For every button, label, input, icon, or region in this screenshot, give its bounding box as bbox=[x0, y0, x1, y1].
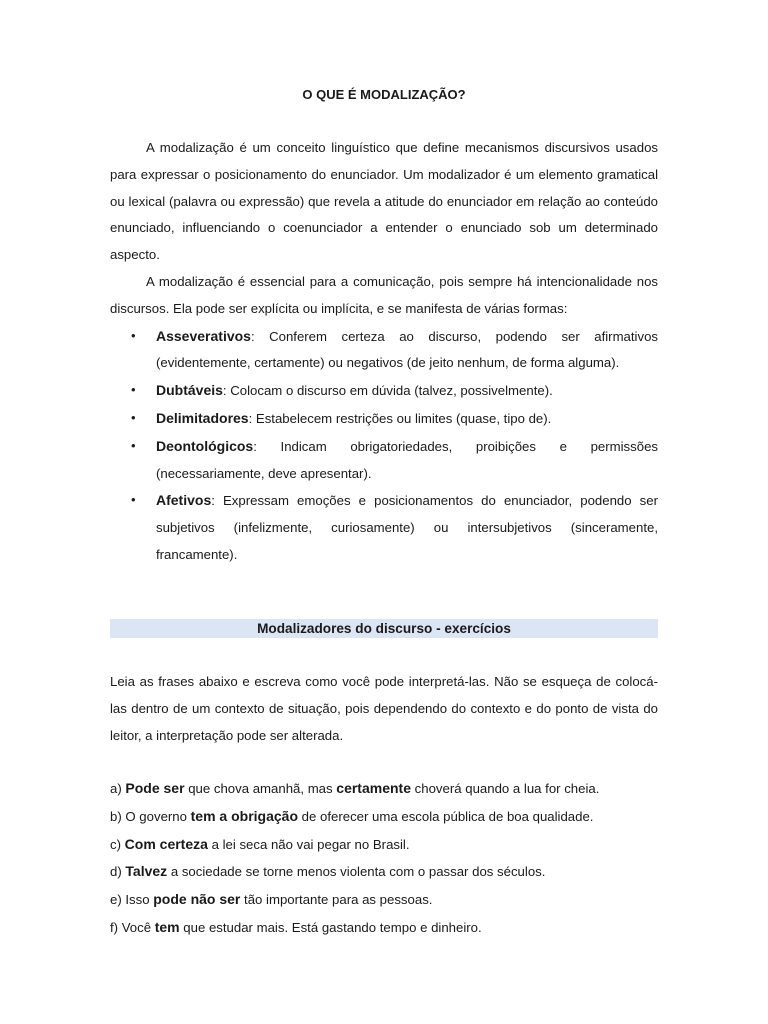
list-item bbox=[110, 323, 658, 378]
type-description: : Conferem certeza ao discurso, podendo ser afirmativos (evidentemente, certamente) ou negativos (de jeito nenhum, de forma alguma). bbox=[156, 328, 658, 371]
exercise-text: que estudar mais. Está gastando tempo e dinheiro. bbox=[179, 919, 482, 935]
section-heading: Modalizadores do discurso - exercícios bbox=[110, 619, 658, 638]
modalizer-types-list bbox=[110, 323, 658, 569]
bullet-icon: • bbox=[131, 382, 136, 398]
type-description: : Expressam emoções e posicionamentos do enunciador, podendo ser subjetivos (infelizmente, curiosamente) ou intersubjetivos (sinceramente, francamente). bbox=[156, 493, 658, 562]
modalizer-highlight: certamente bbox=[336, 780, 411, 796]
list-item bbox=[110, 487, 658, 568]
exercise-text: c) bbox=[110, 836, 125, 852]
list-item bbox=[110, 433, 658, 488]
bullet-icon: • bbox=[131, 327, 136, 343]
type-description: : Colocam o discurso em dúvida (talvez, possivelmente). bbox=[222, 383, 553, 399]
bullet-icon: • bbox=[131, 492, 136, 508]
exercise-item bbox=[110, 775, 658, 803]
exercise-text: que chova amanhã, mas bbox=[184, 781, 337, 796]
list-item bbox=[110, 377, 658, 405]
type-term: Asseverativos bbox=[156, 327, 251, 344]
type-term: Delimitadores bbox=[156, 409, 249, 426]
type-term: Afetivos bbox=[156, 492, 212, 509]
modalizer-highlight: pode não ser bbox=[153, 891, 241, 908]
type-description: : Indicam obrigatoriedades, proibições e permissões (necessariamente, deve apresentar). bbox=[156, 438, 658, 481]
modalizer-highlight: Com certeza bbox=[124, 835, 208, 852]
modalizer-highlight: Pode ser bbox=[125, 780, 185, 796]
paragraph-importance: A modalização é essencial para a comunicação, pois sempre há intencionalidade nos discursos. Ela pode ser explícita ou implícita, e se manifesta de várias formas: bbox=[110, 273, 658, 316]
bullet-icon: • bbox=[131, 437, 136, 453]
exercise-text: b) O governo bbox=[110, 808, 191, 824]
modalizer-highlight: tem a obrigação bbox=[190, 807, 299, 824]
paragraph-definition: A modalização é um conceito linguístico que define mecanismos discursivos usados para expressar o posicionamento do enunciador. Um modalizador é um elemento gramatical ou lexical (palavra ou expressão) que revela a atitude do enunciador em relação ao conteúdo enunciado, influenciando o coenunciador a entender o enunciado sob um determinado aspecto. bbox=[110, 140, 658, 263]
exercise-text: tão importante para as pessoas. bbox=[240, 892, 433, 908]
exercise-text: e) Isso bbox=[110, 892, 154, 908]
exercise-text: f) Você bbox=[110, 919, 155, 935]
exercise-item bbox=[110, 858, 658, 886]
exercise-text: a sociedade se torne menos violenta com o passar dos séculos. bbox=[167, 864, 546, 880]
type-description: : Estabelecem restrições ou limites (quase, tipo de). bbox=[248, 410, 552, 426]
bullet-icon: • bbox=[131, 409, 136, 425]
exercise-item bbox=[110, 886, 658, 914]
intro-section bbox=[110, 135, 658, 569]
exercise-text: de oferecer uma escola pública de boa qualidade. bbox=[298, 808, 594, 824]
exercise-item bbox=[110, 831, 658, 859]
exercise-list bbox=[110, 775, 658, 942]
type-term: Dubtáveis bbox=[156, 382, 223, 399]
modalizer-highlight: Talvez bbox=[125, 863, 168, 880]
exercise-item bbox=[110, 803, 658, 831]
exercise-text: choverá quando a lua for cheia. bbox=[410, 781, 600, 796]
exercise-text: a) bbox=[110, 781, 126, 796]
type-term: Deontológicos bbox=[156, 437, 254, 454]
list-item bbox=[110, 405, 658, 433]
document-title: O QUE É MODALIZAÇÃO? bbox=[302, 87, 466, 102]
exercise-item bbox=[110, 914, 658, 942]
exercise-text: a lei seca não vai pegar no Brasil. bbox=[207, 836, 410, 852]
exercise-text: d) bbox=[110, 864, 126, 880]
exercise-instructions: Leia as frases abaixo e escreva como você pode interpretá-las. Não se esqueça de colocá-las dentro de um contexto de situação, pois dependendo do contexto e do ponto de vista do leitor, a interpretação pode ser alterada. bbox=[110, 674, 658, 743]
modalizer-highlight: tem bbox=[154, 918, 180, 935]
